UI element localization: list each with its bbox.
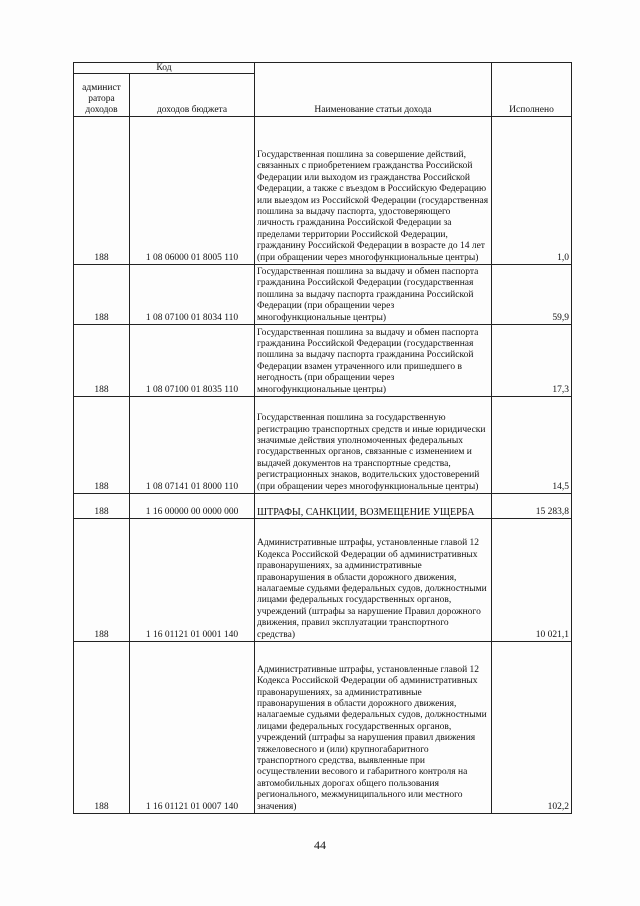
admin-code-cell: 188 xyxy=(74,325,130,397)
header-kod: Код xyxy=(74,63,255,74)
value-cell: 59,9 xyxy=(492,265,572,325)
table-row xyxy=(74,397,572,494)
table-row xyxy=(74,265,572,325)
budget-code-cell: 1 08 07141 01 8000 110 xyxy=(130,397,255,494)
budget-code-cell: 1 16 00000 00 0000 000 xyxy=(130,494,255,519)
budget-code-cell: 1 16 01121 01 0001 140 xyxy=(130,519,255,642)
revenue-name-cell: ШТРАФЫ, САНКЦИИ, ВОЗМЕЩЕНИЕ УЩЕРБА xyxy=(255,494,492,519)
admin-code-cell: 188 xyxy=(74,494,130,519)
table-row xyxy=(74,325,572,397)
revenue-name-cell: Государственная пошлина за выдачу и обмен паспорта гражданина Российской Федерации (государственная пошлина за выдачу паспорта гражданина Российской Федерации (при обращении через многофункциональные центры) xyxy=(255,265,492,325)
header-name: Наименование статьи дохода xyxy=(255,63,492,117)
admin-code-cell: 188 xyxy=(74,397,130,494)
budget-code-cell: 1 08 07100 01 8034 110 xyxy=(130,265,255,325)
admin-code-cell: 188 xyxy=(74,642,130,814)
admin-code-cell: 188 xyxy=(74,519,130,642)
header-admin: админист ратора доходов xyxy=(74,74,130,117)
value-cell: 17,3 xyxy=(492,325,572,397)
value-cell: 102,2 xyxy=(492,642,572,814)
page-number: 44 xyxy=(314,838,326,852)
budget-code-cell: 1 16 01121 01 0007 140 xyxy=(130,642,255,814)
table-row xyxy=(74,117,572,265)
table-row xyxy=(74,642,572,814)
table-row xyxy=(74,494,572,519)
revenue-name-cell: Государственная пошлина за выдачу и обмен паспорта гражданина Российской Федерации (государственная пошлина за выдачу паспорта гражданина Российской Федерации взамен утраченного или пришедшего в негодность (при обращении через многофункциональные центры) xyxy=(255,325,492,397)
value-cell: 10 021,1 xyxy=(492,519,572,642)
header-dohod: доходов бюджета xyxy=(130,74,255,117)
budget-code-cell: 1 08 07100 01 8035 110 xyxy=(130,325,255,397)
revenue-name-cell: Государственная пошлина за государственную регистрацию транспортных средств и иные юридически значимые действия уполномоченных федеральных государственных органов, связанные с изменением и выдачей документов на транспортные средства, регистрационных знаков, водительских удостоверений (при обращении через многофункциональные центры) xyxy=(255,397,492,494)
revenue-table xyxy=(73,62,572,814)
value-cell: 14,5 xyxy=(492,397,572,494)
admin-code-cell: 188 xyxy=(74,117,130,265)
table-row xyxy=(74,519,572,642)
admin-code-cell: 188 xyxy=(74,265,130,325)
revenue-name-cell: Административные штрафы, установленные главой 12 Кодекса Российской Федерации об административных правонарушениях, за административные правонарушения в области дорожного движения, налагаемые судьями федеральных судов, должностными лицами федеральных государственных органов, учреждений (штрафы за нарушения правил движения тяжеловесного и (или) крупногабаритного транспортного средства, выявленные при осуществлении весового и габаритного контроля на автомобильных дорогах общего пользования регионального, межмуниципального или местного значения) xyxy=(255,642,492,814)
revenue-name-cell: Государственная пошлина за совершение действий, связанных с приобретением гражданства Российской Федерации или выходом из гражданства Российской Федерации, а также с въездом в Российскую Федерацию или выездом из Российской Федерации (государственная пошлина за выдачу паспорта, удостоверяющего личность гражданина Российской Федерации за пределами территории Российской Федерации, гражданину Российской Федерации в возрасте до 14 лет (при обращении через многофункциональные центры) xyxy=(255,117,492,265)
value-cell: 15 283,8 xyxy=(492,494,572,519)
header-ispolneno: Исполнено xyxy=(492,63,572,117)
budget-code-cell: 1 08 06000 01 8005 110 xyxy=(130,117,255,265)
value-cell: 1,0 xyxy=(492,117,572,265)
revenue-name-cell: Административные штрафы, установленные главой 12 Кодекса Российской Федерации об административных правонарушениях, за административные правонарушения в области дорожного движения, налагаемые судьями федеральных судов, должностными лицами федеральных государственных органов, учреждений (штрафы за нарушение Правил дорожного движения, правил эксплуатации транспортного средства) xyxy=(255,519,492,642)
